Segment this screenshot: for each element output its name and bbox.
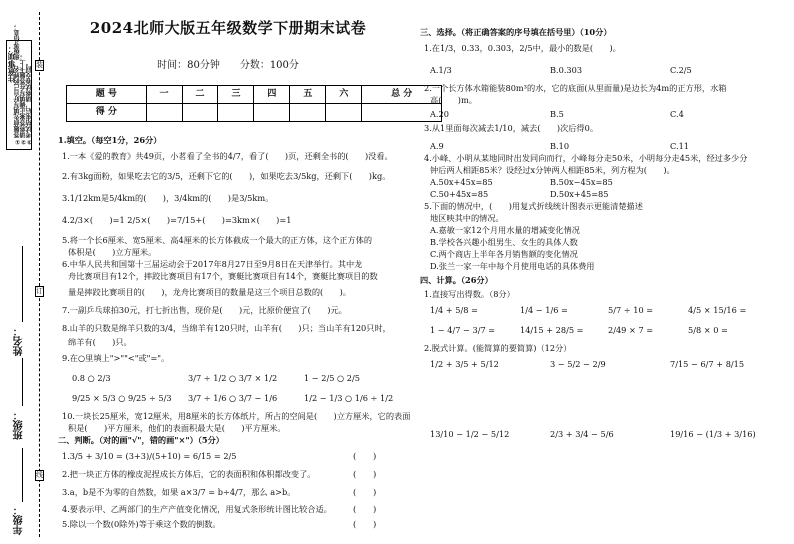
notice-line: 注意事项： [7, 45, 16, 83]
section1-heading: 1.填空。（每空1分，26分） [58, 135, 162, 145]
sub-heading: 2.脱式计算。(能简算的要简算)（12分） [424, 343, 572, 353]
calc-item: 2/49 × 7 = [608, 325, 654, 335]
option[interactable]: B.5 [550, 109, 564, 119]
option[interactable]: B.10 [550, 141, 570, 151]
calc-item: 1/4 − 1/6 = [520, 305, 568, 315]
option[interactable]: A.20 [430, 109, 449, 119]
option[interactable]: C.2/5 [670, 65, 692, 75]
question: 1.一本《爱的教育》共49页，小茗看了全书的4/7，看了( )页，还剩全书的( )没看。 [62, 151, 393, 161]
judge-answer[interactable]: ( ) [353, 519, 377, 529]
binding-word: 订 [36, 287, 43, 295]
class-label: 班级： [14, 410, 25, 440]
notice-box [6, 24, 33, 150]
question-continued: 体积是( )立方厘米。 [68, 247, 157, 257]
judge-item: 4.要表示甲、乙两部门的生产产值变化情况，用复式条形统计图比较合适。 [62, 504, 332, 514]
compare-item: 3/7 ÷ 1/2 ○ 3/7 × 1/2 [188, 373, 278, 383]
option[interactable]: D.张兰一家一年中每个月使用电话的具体费用 [430, 261, 595, 271]
score-cell[interactable] [326, 104, 362, 122]
question-continued: 绵羊有( )只。 [68, 337, 132, 347]
question-continued: 舟比赛项目有12个，摔跤比赛项目有17个，赛艇比赛项目有14个，赛艇比赛项目的数 [68, 271, 378, 281]
calc-item: 1/2 + 3/5 + 5/12 [430, 359, 499, 369]
calc-item: 13/10 − 1/2 − 5/12 [430, 429, 510, 439]
question-continued: 钟后两人相距85米？设经过x分钟两人相距85米，列方程为( )。 [430, 165, 675, 175]
calc-item: 1 − 4/7 − 3/7 = [430, 325, 496, 335]
question: 2.有3kg面粉，如果吃去它的3/5，还剩下它的( )，如果吃去3/5kg，还剩下( )kg。 [62, 171, 391, 181]
question: 3.1/12km是5/4km的( )，3/4km的( )是3/5km。 [62, 193, 274, 203]
grade-label: 年级： [14, 505, 25, 535]
question: 5.将一个长6厘米、宽5厘米、高4厘米的长方体截成一个最大的正方体，这个正方体的 [62, 235, 373, 245]
calc-item: 3 − 5/2 − 2/9 [550, 359, 606, 369]
question-continued: 高( )m。 [430, 95, 477, 105]
option[interactable]: A.嘉敏一家12个月用水量的增减变化情况 [430, 225, 580, 235]
question: 6.中华人民共和国第十三届运动会于2017年8月27日至9月8日在天津举行。其中龙 [62, 259, 363, 269]
score-header-cell: 四 [254, 86, 290, 104]
option[interactable]: C.11 [670, 141, 689, 151]
section3-heading: 三、选择。（将正确答案的序号填在括号里）（10分） [420, 27, 612, 37]
score-row-label: 得 分 [67, 104, 147, 122]
score-cell[interactable] [290, 104, 326, 122]
question: 7.一副乒乓球拍30元，打七折出售，现价是( )元，比原价便宜了( )元。 [62, 305, 347, 315]
notice-line: ②请将答案正确填写在答题卡上； [20, 54, 27, 145]
judge-answer[interactable]: ( ) [353, 487, 377, 497]
notice-line: ③考试结束后，请将试卷交回。 [26, 60, 33, 145]
score-header-row [67, 86, 442, 104]
calc-item: 5/7 ÷ 10 = [608, 305, 654, 315]
compare-item: 1/2 − 1/3 ○ 1/6 ÷ 1/2 [304, 393, 394, 403]
score-cell[interactable] [182, 104, 218, 122]
calc-item: 1/4 + 5/8 = [430, 305, 478, 315]
name-field[interactable] [22, 246, 23, 322]
binding-dash-line [39, 12, 40, 537]
grade-field[interactable] [22, 448, 23, 502]
question: 4.小峰、小明从某地同时出发同向而行，小峰每分走50米，小明每分走45米，经过多少分 [424, 153, 748, 163]
score-header-cell: 三 [218, 86, 254, 104]
question-continued: 积是( )平方厘米，他们的表面积最大是( )平方厘米。 [68, 423, 286, 433]
binding-word: 线 [36, 471, 43, 479]
question: 4.2/3×( )=1 2/5×( )=7/15+( )=3km×( )=1 [62, 215, 292, 225]
option[interactable]: C.4 [670, 109, 684, 119]
score-cell[interactable] [254, 104, 290, 122]
question: 1.在1/3，0.33，0.303，2/5中，最小的数是( )。 [424, 43, 621, 53]
question: 8.山羊的只数是绵羊只数的3/4，当绵羊有120只时，山羊有( )只；当山羊有120只时， [62, 323, 391, 333]
notice-line: ①答题前先填写好自己的姓名、班级等信息； [14, 24, 21, 145]
option[interactable]: D.50x+45=85 [550, 189, 609, 199]
calc-item: 19/16 − (1/3 + 3/16) [670, 429, 756, 439]
judge-item: 3.a，b是不为零的自然数，如果 a×3/7 = b÷4/7，那么 a>b。 [62, 487, 296, 497]
sub-heading: 1.直接写出得数。（8分） [424, 289, 515, 299]
option[interactable]: A.50x+45x=85 [430, 177, 493, 187]
score-header-cell: 五 [290, 86, 326, 104]
option[interactable]: A.9 [430, 141, 444, 151]
judge-answer[interactable]: ( ) [353, 451, 377, 461]
score-header-cell: 一 [146, 86, 182, 104]
compare-item: 1 − 2/5 ○ 2/5 [304, 373, 360, 383]
score-cell[interactable] [146, 104, 182, 122]
judge-answer[interactable]: ( ) [353, 504, 377, 514]
calc-item: 4/5 × 15/16 = [688, 305, 747, 315]
option[interactable]: C.两个商店上半年各月销售额的变化情况 [430, 249, 578, 259]
question: 5.下面的情况中，( )用复式折线统计图表示更能清楚描述 [424, 201, 643, 211]
section4-heading: 四、计算。（26分） [420, 275, 493, 285]
option[interactable]: B.学校各兴趣小组男生、女生的具体人数 [430, 237, 578, 247]
calc-item: 7/15 − 6/7 + 8/15 [670, 359, 745, 369]
judge-answer[interactable]: ( ) [353, 469, 377, 479]
compare-item: 0.8 ○ 2/3 [72, 373, 111, 383]
exam-info: 时间：80分钟 分数：100分 [157, 60, 299, 71]
compare-item: 3/7 ÷ 1/6 ○ 3/7 − 1/6 [188, 393, 278, 403]
score-header-cell: 二 [182, 86, 218, 104]
calc-item: 5/8 × 0 = [688, 325, 728, 335]
question-continued: 地区映其中的情况。 [430, 213, 504, 223]
score-header-cell: 题 号 [67, 86, 147, 104]
name-label: 姓名： [14, 326, 25, 356]
calc-item: 2/3 + 3/4 − 5/6 [550, 429, 614, 439]
score-cell[interactable] [218, 104, 254, 122]
question: 2.一个长方体水箱能装80m³的水，它的底面(从里面量)是边长为4m的正方形，水箱 [424, 83, 727, 93]
page-title: 2024北师大版五年级数学下册期末试卷 [89, 19, 367, 37]
calc-item: 14/15 + 28/5 = [520, 325, 584, 335]
judge-item: 5.除以一个数(0除外)等于乘这个数的倒数。 [62, 519, 221, 529]
score-row [67, 104, 442, 122]
judge-item: 1.3/5 + 3/10 = (3+3)/(5+10) = 6/15 = 2/5 [62, 451, 237, 461]
question: 3.从1里面每次减去1/10，减去( )次后得0。 [424, 123, 599, 133]
score-table [66, 85, 442, 122]
option[interactable]: A.1/3 [430, 65, 452, 75]
binding-strip [0, 0, 56, 544]
option[interactable]: B.0.303 [550, 65, 583, 75]
score-header-cell: 六 [326, 86, 362, 104]
option[interactable]: B.50x−45x=85 [550, 177, 613, 187]
compare-item: 9/25 × 5/3 ○ 9/25 ÷ 5/3 [72, 393, 172, 403]
question: 9.在○里填上">""<"或"="。 [62, 353, 170, 363]
score-header-cell: 总 分 [362, 86, 442, 104]
section2-heading: 二、判断。（对的画"√"，错的画"×"）（5分） [58, 435, 224, 445]
binding-word: 装 [36, 61, 43, 69]
class-field[interactable] [22, 358, 23, 406]
question-continued: 量是摔跤比赛项目的( )，龙舟比赛项目的数量是这三个项目总数的( )。 [68, 287, 351, 297]
judge-item: 2.把一块正方体的橡皮泥捏成长方体后，它的表面积和体积都改变了。 [62, 469, 316, 479]
question: 10.一块长25厘米，宽12厘米，用8厘米的长方体纸片，所占的空间是( )立方厘米，它的表面 [62, 411, 411, 421]
option[interactable]: C.50+45x=85 [430, 189, 489, 199]
